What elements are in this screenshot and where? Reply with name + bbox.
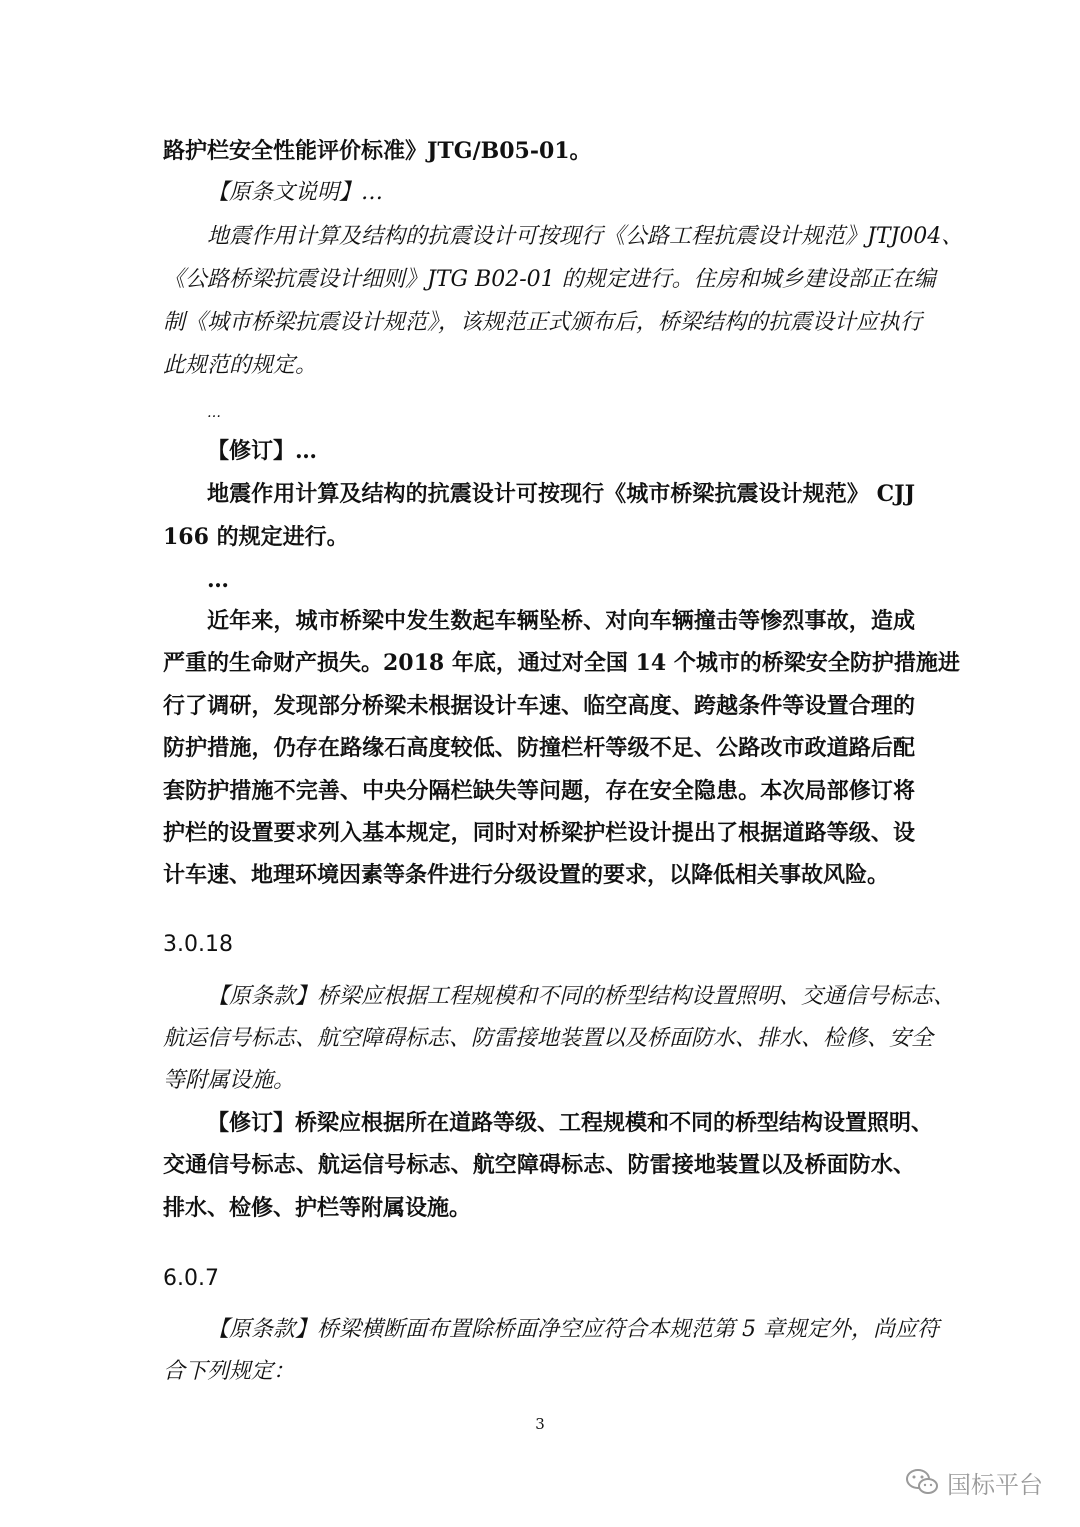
text-line: 地震作用计算及结构的抗震设计可按现行《城市桥梁抗震设计规范》 CJJ bbox=[207, 481, 915, 507]
text-line: 等附属设施。 bbox=[163, 1068, 296, 1093]
clause-number-6-0-7: 6.0.7 bbox=[163, 1266, 219, 1291]
wechat-icon bbox=[905, 1467, 939, 1497]
text-line: 【原条款】桥梁应根据工程规模和不同的桥型结构设置照明、交通信号标志、 bbox=[207, 984, 956, 1009]
watermark bbox=[905, 1462, 1055, 1502]
text-line: 制《城市桥梁抗震设计规范》，该规范正式颁布后，桥梁结构的抗震设计应执行 bbox=[163, 310, 923, 335]
text-line: 计车速、地理环境因素等条件进行分级设置的要求，以降低相关事故风险。 bbox=[163, 862, 890, 888]
text-line: 166 的规定进行。 bbox=[163, 524, 349, 550]
text-line: 路护栏安全性能评价标准》JTG/B05-01。 bbox=[163, 138, 592, 164]
text-line: 严重的生命财产损失。2018 年底，通过对全国 14 个城市的桥梁安全防护措施进 bbox=[163, 650, 960, 676]
text-line: 套防护措施不完善、中央分隔栏缺失等问题，存在安全隐患。本次局部修订将 bbox=[163, 778, 915, 804]
text-line: 【原条款】桥梁横断面布置除桥面净空应符合本规范第 5 章规定外，尚应符 bbox=[207, 1317, 939, 1342]
clause-number-3-0-18: 3.0.18 bbox=[163, 932, 233, 957]
text-line: 地震作用计算及结构的抗震设计可按现行《公路工程抗震设计规范》JTJ004、 bbox=[207, 224, 964, 249]
section-heading-original-explanation: 【原条文说明】… bbox=[207, 180, 384, 205]
text-line: 排水、检修、护栏等附属设施。 bbox=[163, 1195, 472, 1221]
ellipsis: … bbox=[207, 567, 229, 593]
text-line: 行了调研，发现部分桥梁未根据设计车速、临空高度、跨越条件等设置合理的 bbox=[163, 693, 915, 719]
text-line: 护栏的设置要求列入基本规定，同时对桥梁护栏设计提出了根据道路等级、设 bbox=[163, 820, 915, 846]
text-line: 近年来，城市桥梁中发生数起车辆坠桥、对向车辆撞击等惨烈事故，造成 bbox=[207, 608, 915, 634]
watermark-text: 国标平台 bbox=[947, 1470, 1043, 1499]
ellipsis: … bbox=[207, 405, 221, 421]
page-number: 3 bbox=[535, 1415, 545, 1433]
text-line: 《公路桥梁抗震设计细则》JTG B02-01 的规定进行。住房和城乡建设部正在编 bbox=[163, 267, 936, 292]
text-line: 此规范的规定。 bbox=[163, 353, 318, 378]
text-line: 航运信号标志、航空障碍标志、防雷接地装置以及桥面防水、排水、检修、安全 bbox=[163, 1026, 934, 1051]
section-heading-revision: 【修订】… bbox=[207, 438, 318, 464]
text-line: 防护措施，仍存在路缘石高度较低、防撞栏杆等级不足、公路改市政道路后配 bbox=[163, 735, 915, 761]
text-line: 合下列规定： bbox=[163, 1359, 296, 1384]
text-line: 【修订】桥梁应根据所在道路等级、工程规模和不同的桥型结构设置照明、 bbox=[207, 1110, 934, 1136]
text-line: 交通信号标志、航运信号标志、航空障碍标志、防雷接地装置以及桥面防水、 bbox=[163, 1152, 915, 1178]
